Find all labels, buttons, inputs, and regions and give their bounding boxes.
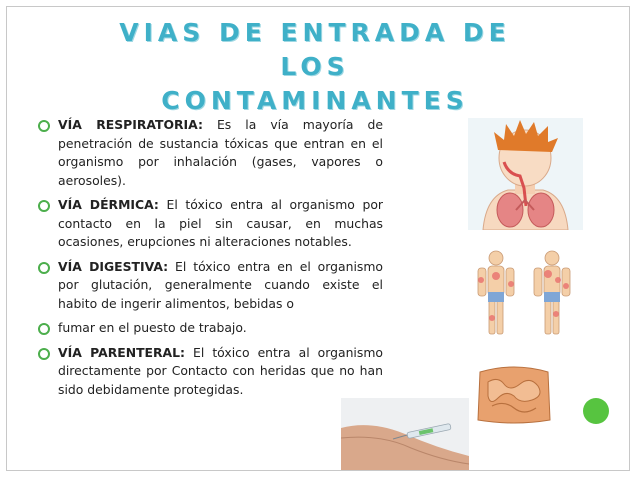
title-line-2: CONTAMINANTES [161,86,469,115]
digestive-system-image [470,362,558,426]
dermal-exposure-image [468,248,583,344]
bullet-item [38,116,383,190]
bullet-heading: VÍA DÉRMICA: [58,197,159,212]
bullet-circle-icon [38,262,50,274]
bullet-circle-icon [38,200,50,212]
accent-dot [583,398,609,424]
bullet-heading: VÍA DIGESTIVA: [58,258,169,274]
bullet-heading: VÍA RESPIRATORIA: [58,117,203,132]
bullet-text: Es la vía mayoría de penetración de sustancia tóxicas que entran en el organismo por inhalación (gases, vapores o aerosoles). [58,117,383,188]
bullet-item [38,344,383,400]
bullet-item [38,196,383,252]
bullet-text: El tóxico entra al organismo directamente por Contacto con heridas que no han sido debidamente protegidas. [58,344,383,397]
bullet-circle-icon [38,348,50,360]
bullet-list [38,116,383,405]
bullet-item [38,258,383,314]
respiratory-system-image [468,118,583,230]
title-line-1: VIAS DE ENTRADA DE LOS [119,18,511,81]
injection-photo-image [341,398,469,470]
bullet-text: El tóxico entra al organismo por contacto en la piel sin causar, en muchas ocasiones, erupciones ni alteraciones notables. [58,197,384,249]
bullet-item [38,319,383,338]
bullet-text: fumar en el puesto de trabajo. [58,320,247,335]
slide-title [80,16,550,118]
bullet-heading: VÍA PARENTERAL: [58,344,185,360]
bullet-text: El tóxico entra en el organismo por glutación, generalmente cuando existe el habito de ingerir alimentos, bebidas o [58,258,383,311]
bullet-circle-icon [38,120,50,132]
bullet-circle-icon [38,323,50,335]
